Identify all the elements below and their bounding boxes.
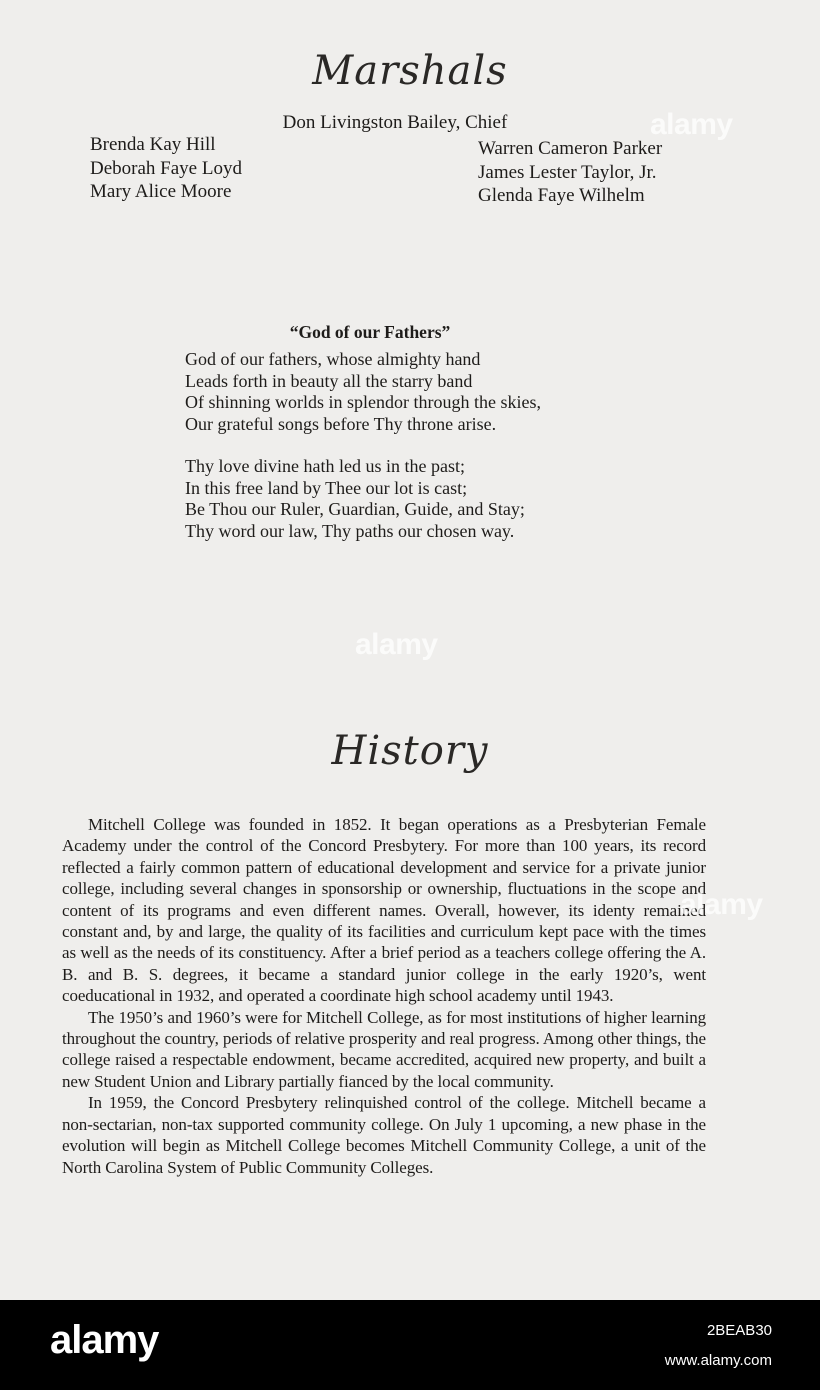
hymn-line: Thy love divine hath led us in the past; [185,456,465,476]
history-heading: History [331,728,489,774]
hymn-line: In this free land by Thee our lot is cast; [185,477,468,498]
alamy-logo: alamy [50,1318,159,1362]
marshal-name: Glenda Faye Wilhelm [478,185,645,206]
watermark-logo: alamy [680,888,763,921]
hymn-line: God of our fathers, whose almighty hand [185,349,481,369]
marshal-name: Warren Cameron Parker [478,138,663,159]
marshals-left-column [90,133,242,204]
hymn-line: Of shinning worlds in splendor through the skies, [185,392,541,412]
site-url: www.alamy.com [664,1352,772,1369]
marshal-name: Deborah Faye Loyd [90,157,242,179]
hymn-stanza-1 [185,349,541,435]
watermark-logo: alamy [355,628,438,661]
marshals-heading: Marshals [312,48,508,94]
history-paragraph: The 1950’s and 1960’s were for Mitchell College, as for most institutions of higher learning throughout the country, periods of relative prosperity and real progress. Among other things, the college raised a respectable endowment, became accredited, acquired new property, and built a new Student Union and Library partially fianced by the local community. [62,1007,706,1091]
hymn-line: Leads forth in beauty all the starry band [185,370,473,391]
history-paragraph: In 1959, the Concord Presbytery relinquished control of the college. Mitchell became a non-sectarian, non-tax supported community college. On July 1 upcoming, a new phase in the evolution will begin as Mitchell College becomes Mitchell Community College, a unit of the North Carolina System of Public Community Colleges. [62,1093,706,1177]
watermark-logo: alamy [650,108,733,141]
watermark-footer [0,1300,820,1390]
chief-marshal: Don Livingston Bailey, Chief [282,112,508,133]
history-text [62,814,706,1178]
hymn-line: Thy word our law, Thy paths our chosen way. [185,520,515,541]
hymn-title: “God of our Fathers” [289,322,451,342]
image-id: 2BEAB30 [706,1322,772,1339]
hymn-line: Be Thou our Ruler, Guardian, Guide, and Stay; [185,499,525,519]
hymn-line: Our grateful songs before Thy throne arise. [185,413,497,434]
hymn-stanza-2 [185,456,525,542]
marshals-right-column [478,137,662,208]
marshal-name: Mary Alice Moore [90,181,232,202]
marshal-name: Brenda Kay Hill [90,134,216,155]
marshal-name: James Lester Taylor, Jr. [478,161,657,183]
history-paragraph: Mitchell College was founded in 1852. It began operations as a Presbyterian Female Academy under the control of the Concord Presbytery. For more than 100 years, its record reflected a fairly common pattern of educational development and service for a private junior college, including several changes in sponsorship or ownership, fluctuations in the scope and content of its programs and even different names. Overall, however, its identy remained constant and, by and large, the quality of its facilities and curriculum kept pace with the times as well as the needs of its constituency. After a brief period as a teachers college offering the A. B. and B. S. degrees, it became a standard junior college in the early 1920’s, went coeducational in 1932, and operated a coordinate high school academy until 1943. [62,815,706,1006]
